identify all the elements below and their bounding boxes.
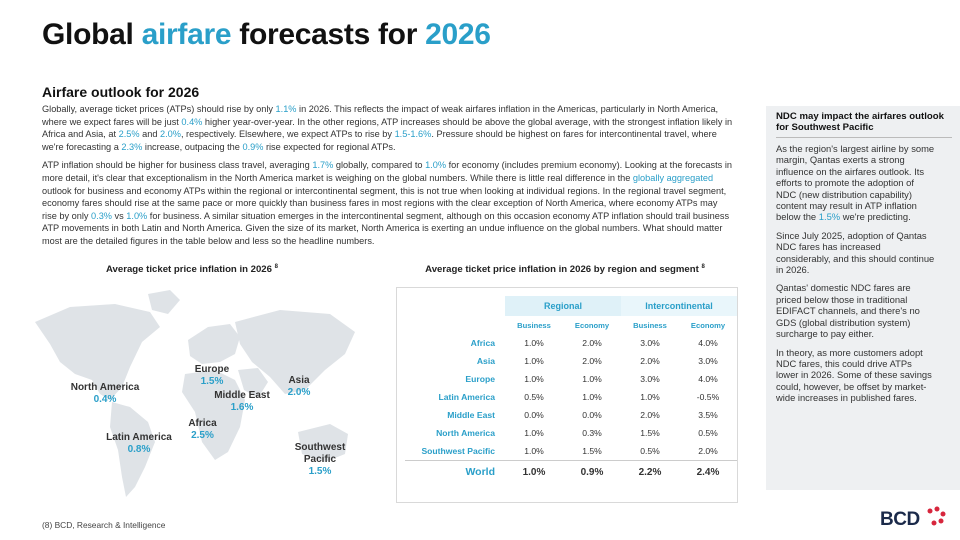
table-cell: 1.0%: [524, 374, 544, 384]
sidebar-paragraph: In theory, as more customers adopt NDC fares, this could drive ATPs lower in 2026. Some of these savings could, however, be offset by market-wide increases in published fares.: [776, 346, 932, 404]
page-title: Global airfare forecasts for 2026: [42, 18, 491, 51]
table-row: [405, 370, 737, 388]
table-cell: 1.0%: [582, 374, 602, 384]
table-cell: 1.5%: [640, 428, 660, 438]
table-cell: 0.0%: [582, 410, 602, 420]
table-row: [405, 334, 737, 352]
table-cell: 3.5%: [698, 410, 718, 420]
sidebar-paragraph: Since July 2025, adoption of Qantas NDC fares has increased considerably, and this should continue in 2026.: [776, 229, 935, 276]
table-row: [405, 424, 737, 442]
table-cell: 2.0%: [582, 338, 602, 348]
subheader-cell: Economy: [574, 320, 610, 330]
greenland-shape: [148, 290, 180, 314]
table-cell: 1.0%: [524, 338, 544, 348]
row-label: Europe: [465, 374, 495, 384]
table-row: [405, 406, 737, 424]
sidebar-heading: NDC may impact the airfares outlook for Southwest Pacific: [776, 111, 952, 138]
table-cell: 0.9%: [563, 461, 621, 484]
table-row: [405, 352, 737, 370]
map-label-southwest-pacific: Southwest Pacific 1.5%: [294, 442, 346, 477]
table-cell: 2.0%: [582, 356, 602, 366]
table-cell: -0.5%: [696, 392, 720, 402]
paragraph-2: ATP inflation should be higher for business class travel, averaging 1.7% globally, compared to 1.0% for economy (includes premium economy). Looking at the forecasts in more detail, it's clear that exceptionalism in the North America market is weighing on the global numbers. While there is little real difference in the globally aggregated outlook for business and economy ATPs within the regional or intercontinental segment, this is not true when looking at individual regions. In the regional travel segment, economy fares should rise at the same pace or more quickly than business fares in most regions with the clear exception of North America, where economy ATPs may rise by only 0.3% vs 1.0% for business. A similar situation emerges in the intercontinental segment, although on this occasion economy ATP inflation should trail business ATP movements in both Latin and North America. Given the size of its market, North America is exerting an undue influence on the global numbers. What should matter most are the detailed figures in the table below and less so the headline numbers.: [42, 160, 732, 246]
table-cell: 4.0%: [698, 338, 718, 348]
row-label: World: [405, 461, 505, 484]
table-cell: 1.0%: [524, 446, 544, 456]
paragraph-1: Globally, average ticket prices (ATPs) should rise by only 1.1% in 2026. This reflects the impact of weak airfares inflation in the Americas, particularly in North America, where we expect fares will be just 0.4% higher year-over-year. In the other regions, ATP increases should be above the global average, with the strongest inflation likely in Africa and Asia, at 2.5% and 2.0%, respectively. Elsewhere, we expect ATPs to rise by 1.5-1.6%. Pressure should be highest on fares for intercontinental travel, where we're forecasting a 2.3% increase, outpacing the 0.9% rise expected for regional ATPs.: [42, 104, 733, 152]
table-cell: 2.0%: [640, 356, 660, 366]
row-label: Latin America: [438, 392, 495, 402]
table-cell: 1.0%: [524, 428, 544, 438]
forecast-table-panel: [396, 287, 738, 503]
map-label-europe: Europe 1.5%: [194, 364, 230, 387]
table-cell: 1.0%: [582, 392, 602, 402]
table-cell: 1.0%: [524, 356, 544, 366]
world-map: [30, 282, 360, 512]
subheader-cell: Economy: [690, 320, 726, 330]
table-cell: 0.3%: [582, 428, 602, 438]
forecast-table: [405, 296, 737, 483]
table-cell: 3.0%: [640, 338, 660, 348]
footnote: (8) BCD, Research & Intelligence: [42, 520, 166, 530]
section-heading: Airfare outlook for 2026: [42, 84, 200, 100]
table-row-world: [405, 461, 737, 484]
map-label-latin-america: Latin America 0.8%: [106, 432, 172, 455]
group-header-regional: Regional: [505, 296, 621, 316]
row-label: Southwest Pacific: [421, 446, 495, 456]
map-label-north-america: North America 0.4%: [70, 382, 140, 405]
sidebar-paragraph: As the region's largest airline by some margin, Qantas exerts a strong influence on the airfares outlook. Its efforts to promote the adoption of NDC (new distribution capability) content may result in ATP inflation below the 1.5% we're predicting.: [776, 143, 935, 223]
subheader-cell: Business: [517, 320, 551, 330]
table-cell: 1.5%: [582, 446, 602, 456]
table-cell: 2.2%: [621, 461, 679, 484]
table-cell: 2.0%: [640, 410, 660, 420]
row-label: Asia: [476, 356, 495, 366]
map-label-middle-east: Middle East 1.6%: [214, 390, 270, 413]
group-header-intercontinental: Intercontinental: [621, 296, 737, 316]
table-heading: Average ticket price inflation in 2026 by region and segment $^8$: [425, 264, 705, 276]
body-text: [42, 103, 734, 254]
row-label: North America: [436, 428, 495, 438]
table-cell: 0.5%: [640, 446, 660, 456]
table-cell: 2.0%: [698, 446, 718, 456]
europe-shape: [188, 324, 240, 364]
bcd-logo: BCD: [880, 505, 950, 533]
table-cell: 2.4%: [679, 461, 737, 484]
table-cell: 0.5%: [698, 428, 718, 438]
table-cell: 1.0%: [505, 461, 563, 484]
table-cell: 4.0%: [698, 374, 718, 384]
sidebar-paragraph: Qantas' domestic NDC fares are priced below those in traditional EDIFACT channels, and there's no GDS (global distribution system) surcharge to pay either.: [776, 282, 920, 340]
sidebar-body: [776, 143, 936, 411]
map-label-asia: Asia 2.0%: [287, 375, 311, 398]
row-label: Middle East: [447, 410, 495, 420]
table-cell: 3.0%: [640, 374, 660, 384]
table-cell: 0.5%: [524, 392, 544, 402]
table-cell: 3.0%: [698, 356, 718, 366]
table-cell: 0.0%: [524, 410, 544, 420]
row-label: Africa: [470, 338, 495, 348]
table-row: [405, 388, 737, 406]
table-row: [405, 442, 737, 461]
map-label-africa: Africa 2.5%: [188, 418, 217, 441]
logo-dots-icon: [924, 505, 954, 533]
subheader-cell: Business: [633, 320, 667, 330]
table-cell: 1.0%: [640, 392, 660, 402]
map-heading: Average ticket price inflation in 2026 $^8$: [105, 264, 278, 276]
